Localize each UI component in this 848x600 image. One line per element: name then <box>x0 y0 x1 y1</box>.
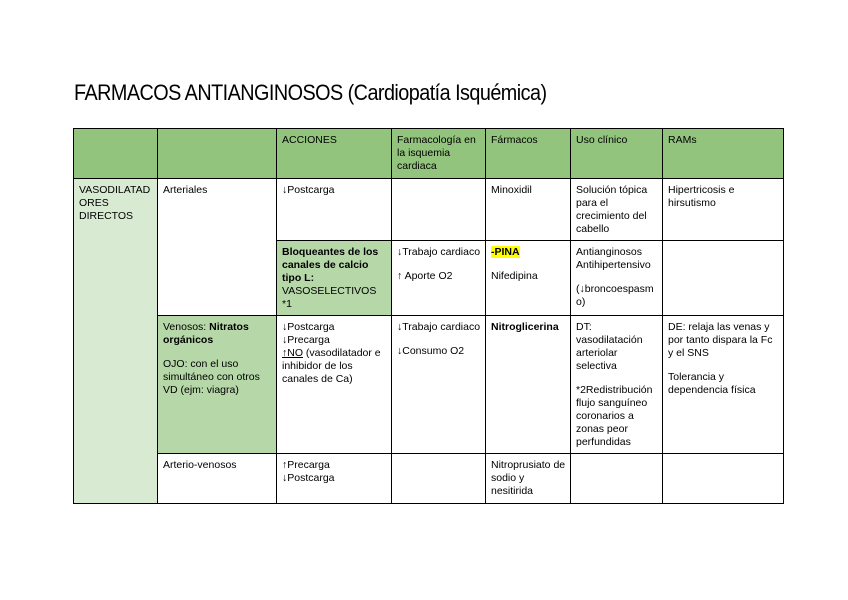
arteriovenosos-acc-1: ↑Precarga <box>282 459 330 471</box>
venosos-prefix: Venosos: <box>163 321 210 333</box>
uso-arteriales: Solución tópica para el crecimiento del cabello <box>571 179 663 241</box>
header-rams: RAMs <box>663 129 784 179</box>
bloqueantes-uso-1: Antianginosos Antihipertensivo <box>576 246 651 271</box>
table-row-venosos <box>74 316 784 454</box>
header-uso-clinico: Uso clínico <box>571 129 663 179</box>
tipo-arteriovenosos: Arterio-venosos <box>158 454 277 504</box>
rams-arteriales: Hipertricosis e hirsutismo <box>663 179 784 241</box>
farmacologia-venosos <box>392 316 486 454</box>
farmacos-venosos: Nitroglicerina <box>486 316 571 454</box>
group-cell <box>74 179 158 504</box>
header-farmacologia: Farmacología en la isquemia cardiaca <box>392 129 486 179</box>
highlighted-suffix: -PINA <box>491 246 520 258</box>
bloqueantes-title: Bloqueantes de los canales de calcio tipo L: <box>282 246 379 284</box>
header-cell-empty-1 <box>74 129 158 179</box>
rams-bloqueantes <box>663 241 784 316</box>
farmacos-arteriales: Minoxidil <box>486 179 571 241</box>
acciones-venosos <box>277 316 392 454</box>
arteriovenosos-acc-2: ↓Postcarga <box>282 472 335 484</box>
acciones-arteriovenosos <box>277 454 392 504</box>
group-label: VASODILATADORES DIRECTOS <box>79 184 151 222</box>
venosos-rams-2: Tolerancia y dependencia física <box>668 371 756 396</box>
farmacologia-arteriovenosos <box>392 454 486 504</box>
venosos-note: OJO: con el uso simultáneo con otros VD (ejm: viagra) <box>163 358 260 396</box>
rams-venosos <box>663 316 784 454</box>
venosos-farm-2: ↓Consumo O2 <box>397 345 465 357</box>
acciones-arteriales: ↓Postcarga <box>277 179 392 241</box>
tipo-arteriales: Arteriales <box>158 179 277 316</box>
bloqueantes-uso-2: (↓broncoespasmo) <box>576 283 654 308</box>
bloqueantes-farm-2: ↑ Aporte O2 <box>397 270 453 282</box>
header-farmacos: Fármacos <box>486 129 571 179</box>
acciones-bloqueantes <box>277 241 392 316</box>
rams-arteriovenosos <box>663 454 784 504</box>
venosos-no: ↑NO <box>282 347 303 359</box>
farmacologia-bloqueantes <box>392 241 486 316</box>
table-row-arteriovenosos <box>74 454 784 504</box>
venosos-bold: Nitratos orgánicos <box>163 321 249 346</box>
table-row-arteriales <box>74 179 784 241</box>
farmacos-arteriovenosos: Nitroprusiato de sodio y nesitirida <box>486 454 571 504</box>
uso-arteriovenosos <box>571 454 663 504</box>
header-cell-empty-2 <box>158 129 277 179</box>
farmacologia-arteriales <box>392 179 486 241</box>
header-acciones: ACCIONES <box>277 129 392 179</box>
venosos-farm-1: ↓Trabajo cardiaco <box>397 321 481 333</box>
page-title: FARMACOS ANTIANGINOSOS (Cardiopatía Isquémica) <box>74 80 547 105</box>
venosos-rams-1: DE: relaja las venas y por tanto dispara la Fc y el SNS <box>668 321 773 359</box>
table-header-row <box>74 129 784 179</box>
tipo-venosos <box>158 316 277 454</box>
venosos-uso-1: DT: vasodilatación arteriolar selectiva <box>576 321 643 372</box>
uso-bloqueantes <box>571 241 663 316</box>
venosos-acc-2: ↓Precarga <box>282 334 330 346</box>
bloqueantes-farm-1: ↓Trabajo cardiaco <box>397 246 481 258</box>
farmacos-bloqueantes <box>486 241 571 316</box>
antianginal-table <box>73 128 784 504</box>
venosos-no-rest: (vasodilatador e inhibidor de los canales de Ca) <box>282 347 381 385</box>
venosos-acc-1: ↓Postcarga <box>282 321 335 333</box>
bloqueantes-subtitle: VASOSELECTIVOS *1 <box>282 285 377 310</box>
bloqueantes-farmaco-2: Nifedipina <box>491 270 538 282</box>
uso-venosos <box>571 316 663 454</box>
venosos-uso-2: *2Redistribución flujo sanguíneo coronarios a zonas peor perfundidas <box>576 384 653 448</box>
